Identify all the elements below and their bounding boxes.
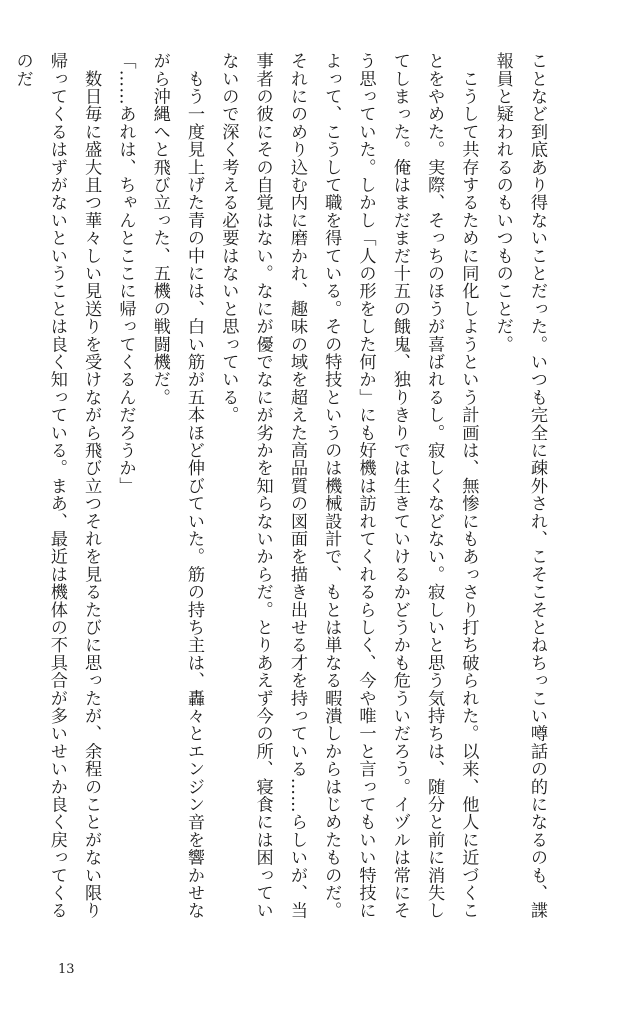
paragraph-5: 数日毎に盛大且つ華々しい見送りを受けながら飛び立つそれを見るたびに思ったが、余程のことがない限り帰ってくるはずがないということは良く知っている。まあ、最近は機体の不具合が多いせいか良く戻ってくるのだ (12, 52, 102, 920)
page-number: 13 (58, 962, 75, 977)
paragraph-3: もう一度見上げた青の中には、白い筋が五本ほど伸びていた。筋の持ち主は、轟々とエンジン音を響かせながら沖縄へと飛び立った、五機の戦闘機だ。 (149, 52, 205, 920)
paragraph-4-dialogue: 「……あれは、ちゃんとここに帰ってくるんだろうか」 (115, 52, 136, 495)
paragraph-2: こうして共存するために同化しようという計画は、無惨にもあっさり打ち破られた。以来、他人に近づくことをやめた。実際、そっちのほうが喜ばれるし。寂しくなどない。寂しいと思う気持ちは、随分と前に消失してしまった。俺はまだまだ十五の餓鬼、独りきりでは生きていけるかどうかも危ういだろう。イヅルは常にそう思っていた。しかし「人の形をした何か」にも好機は訪れてくれるらしく、今や唯一と言ってもいい特技によって、こうして職を得ている。その特技というのは機械設計で、もとは単なる暇潰しからはじめたものだ。それにのめり込む内に磨かれ、趣味の域を超えた高品質の図面を描き出せる才を持っている……らしいが、当事者の彼にその自覚はない。なにが優でなにが劣かを知らないからだ。とりあえず今の所、寝食には困っていないので深く考える必要はないと思っている。 (218, 52, 479, 920)
vertical-text-body (12, 52, 554, 932)
paragraph-1: ことなど到底あり得ないことだった。いつも完全に疎外され、こそこそとねちっこい噂話の的になるのも、諜報員と疑われるのもいつものことだ。 (492, 52, 547, 920)
